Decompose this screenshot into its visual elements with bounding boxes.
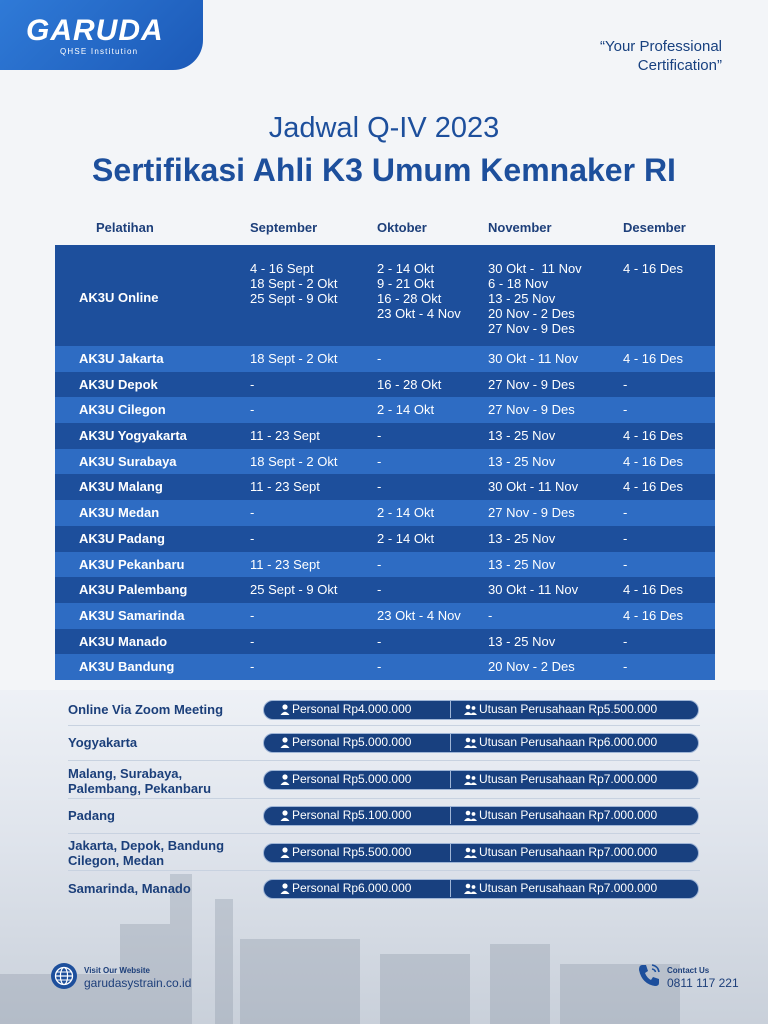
date-cell: - bbox=[377, 351, 382, 366]
row-name: AK3U Samarinda bbox=[79, 607, 185, 623]
personal-price: Personal Rp5.000.000 bbox=[280, 771, 411, 788]
date-cell: - bbox=[377, 659, 382, 675]
divider-line bbox=[68, 870, 700, 871]
date-cell: - bbox=[250, 659, 255, 675]
brand-logo[interactable] bbox=[0, 0, 203, 70]
table-row bbox=[55, 577, 715, 603]
price-region: Samarinda, Manado bbox=[68, 881, 191, 896]
price-pill bbox=[263, 733, 699, 753]
header-november: November bbox=[488, 220, 552, 235]
phone-icon bbox=[636, 962, 662, 988]
table-row bbox=[55, 552, 715, 578]
divider-line bbox=[68, 725, 700, 726]
contact-phone[interactable] bbox=[636, 962, 739, 993]
date-cell: 11 - 23 Sept bbox=[250, 556, 320, 572]
date-cell: 25 Sept - 9 Okt bbox=[250, 291, 338, 306]
date-cell: 4 - 16 Des bbox=[623, 351, 683, 366]
person-icon bbox=[280, 810, 290, 821]
contact-label: Contact Us bbox=[667, 966, 710, 975]
row-name: AK3U Jakarta bbox=[79, 351, 164, 366]
table-row-online bbox=[55, 245, 715, 346]
personal-price: Personal Rp6.000.000 bbox=[280, 880, 411, 897]
price-region: Yogyakarta bbox=[68, 735, 138, 750]
date-cell: 13 - 25 Nov bbox=[488, 633, 556, 649]
tagline-line2: Certification” bbox=[637, 57, 722, 74]
date-cell: - bbox=[623, 659, 628, 675]
brand-subtitle: QHSE Institution bbox=[60, 47, 139, 56]
date-cell: - bbox=[250, 530, 255, 546]
table-row bbox=[55, 603, 715, 629]
header-oktober: Oktober bbox=[377, 220, 427, 235]
date-cell: 20 Nov - 2 Des bbox=[488, 306, 575, 321]
date-cell: 6 - 18 Nov bbox=[488, 276, 548, 291]
date-cell: 2 - 14 Okt bbox=[377, 261, 435, 276]
date-cell: 16 - 28 Okt bbox=[377, 291, 442, 306]
date-cell: - bbox=[623, 530, 628, 546]
row-name: AK3U Manado bbox=[79, 633, 168, 649]
row-name: AK3U Palembang bbox=[79, 582, 188, 598]
date-cell: - bbox=[250, 633, 255, 649]
date-cell: 4 - 16 Des bbox=[623, 479, 683, 495]
divider-line bbox=[68, 760, 700, 761]
date-cell: - bbox=[377, 428, 382, 444]
personal-price: Personal Rp5.500.000 bbox=[280, 844, 411, 861]
row-name: AK3U Bandung bbox=[79, 659, 175, 675]
row-name: AK3U Medan bbox=[79, 505, 160, 521]
date-cell: 2 - 14 Okt bbox=[377, 402, 435, 418]
schedule-table bbox=[55, 245, 715, 680]
pill-divider bbox=[450, 807, 451, 824]
person-icon bbox=[280, 774, 290, 785]
phone-number[interactable]: 0811 117 221 bbox=[667, 976, 739, 990]
date-cell: 4 - 16 Des bbox=[623, 261, 683, 276]
price-pill bbox=[263, 879, 699, 899]
table-row bbox=[55, 397, 715, 423]
tagline-line1: “Your Professional bbox=[599, 38, 722, 55]
row-name: AK3U Malang bbox=[79, 479, 163, 495]
date-cell: 30 Okt - 11 Nov bbox=[488, 479, 579, 495]
date-cell: 13 - 25 Nov bbox=[488, 530, 556, 546]
company-price: Utusan Perusahaan Rp7.000.000 bbox=[464, 771, 657, 788]
date-cell: - bbox=[623, 556, 628, 572]
group-icon bbox=[464, 737, 477, 748]
person-icon bbox=[280, 847, 290, 858]
date-cell: 4 - 16 Des bbox=[623, 428, 683, 444]
date-cell: 4 - 16 Des bbox=[623, 607, 683, 623]
header-desember: Desember bbox=[623, 220, 686, 235]
tagline bbox=[600, 37, 722, 75]
website-link[interactable] bbox=[50, 962, 192, 995]
date-cell: 30 Okt - 11 Nov bbox=[488, 582, 579, 598]
row-name: AK3U Cilegon bbox=[79, 402, 166, 418]
company-price: Utusan Perusahaan Rp6.000.000 bbox=[464, 734, 657, 751]
price-region: Jakarta, Depok, Bandung Cilegon, Medan bbox=[68, 838, 225, 868]
date-cell: 4 - 16 Sept bbox=[250, 261, 314, 276]
company-price: Utusan Perusahaan Rp7.000.000 bbox=[464, 880, 657, 897]
price-pill bbox=[263, 843, 699, 863]
page-subtitle: Sertifikasi Ahli K3 Umum Kemnaker RI bbox=[92, 152, 676, 188]
row-name: AK3U Pekanbaru bbox=[79, 556, 185, 572]
header-september: September bbox=[250, 220, 318, 235]
page-title: Jadwal Q-IV 2023 bbox=[268, 112, 500, 144]
date-cell: 27 Nov - 9 Des bbox=[488, 505, 575, 521]
table-row bbox=[55, 654, 715, 680]
date-cell: 27 Nov - 9 Des bbox=[488, 321, 575, 336]
pill-divider bbox=[450, 880, 451, 897]
date-cell: - bbox=[377, 633, 382, 649]
person-icon bbox=[280, 883, 290, 894]
website-url[interactable]: garudasystrain.co.id bbox=[84, 976, 192, 990]
date-cell: 27 Nov - 9 Des bbox=[488, 376, 575, 392]
header-pelatihan: Pelatihan bbox=[96, 220, 154, 235]
table-row bbox=[55, 346, 715, 372]
price-pill bbox=[263, 700, 699, 720]
date-cell: 11 - 23 Sept bbox=[250, 479, 320, 495]
row-name: AK3U Surabaya bbox=[79, 453, 177, 469]
date-cell: - bbox=[250, 505, 255, 521]
date-cell: - bbox=[377, 479, 382, 495]
date-cell: 23 Okt - 4 Nov bbox=[377, 607, 461, 623]
date-cell: 2 - 14 Okt bbox=[377, 505, 435, 521]
date-cell: 4 - 16 Des bbox=[623, 453, 683, 469]
table-row bbox=[55, 629, 715, 655]
table-row bbox=[55, 526, 715, 552]
online-september bbox=[250, 261, 337, 306]
price-region: Malang, Surabaya, Palembang, Pekanbaru bbox=[68, 766, 212, 796]
group-icon bbox=[464, 847, 477, 858]
date-cell: 27 Nov - 9 Des bbox=[488, 402, 575, 418]
online-desember bbox=[623, 261, 683, 276]
price-region: Online Via Zoom Meeting bbox=[68, 702, 224, 717]
date-cell: - bbox=[377, 556, 382, 572]
date-cell: - bbox=[377, 582, 382, 598]
date-cell: 23 Okt - 4 Nov bbox=[377, 306, 461, 321]
table-row bbox=[55, 474, 715, 500]
date-cell: 13 - 25 Nov bbox=[488, 453, 556, 469]
date-cell: - bbox=[250, 376, 255, 392]
date-cell: 18 Sept - 2 Okt bbox=[250, 453, 338, 469]
company-price: Utusan Perusahaan Rp7.000.000 bbox=[464, 807, 657, 824]
pill-divider bbox=[450, 734, 451, 751]
date-cell: - bbox=[623, 376, 628, 392]
date-cell: - bbox=[623, 505, 628, 521]
personal-price: Personal Rp4.000.000 bbox=[280, 701, 411, 718]
pill-divider bbox=[450, 771, 451, 788]
globe-icon bbox=[50, 962, 78, 990]
table-row bbox=[55, 423, 715, 449]
website-label: Visit Our Website bbox=[84, 966, 150, 975]
date-cell: - bbox=[623, 402, 628, 418]
factory-silhouette-image bbox=[0, 844, 768, 1024]
person-icon bbox=[280, 737, 290, 748]
group-icon bbox=[464, 810, 477, 821]
group-icon bbox=[464, 704, 477, 715]
online-november bbox=[488, 261, 582, 336]
table-row bbox=[55, 372, 715, 398]
personal-price: Personal Rp5.100.000 bbox=[280, 807, 411, 824]
date-cell: - bbox=[377, 453, 382, 469]
date-cell: 20 Nov - 2 Des bbox=[488, 659, 575, 675]
brand-name: GARUDA bbox=[26, 14, 164, 47]
price-region: Padang bbox=[68, 808, 115, 823]
personal-price: Personal Rp5.000.000 bbox=[280, 734, 411, 751]
pill-divider bbox=[450, 701, 451, 718]
price-pill bbox=[263, 770, 699, 790]
row-name: AK3U Padang bbox=[79, 530, 165, 546]
date-cell: 13 - 25 Nov bbox=[488, 291, 556, 306]
row-name: AK3U Online bbox=[79, 290, 159, 305]
divider-line bbox=[68, 833, 700, 834]
date-cell: 2 - 14 Okt bbox=[377, 530, 435, 546]
date-cell: 30 Okt - 11 Nov bbox=[488, 351, 579, 366]
group-icon bbox=[464, 883, 477, 894]
price-pill bbox=[263, 806, 699, 826]
date-cell: 25 Sept - 9 Okt bbox=[250, 582, 338, 598]
divider-line bbox=[68, 798, 700, 799]
date-cell: 18 Sept - 2 Okt bbox=[250, 276, 338, 291]
date-cell: - bbox=[623, 633, 628, 649]
date-cell: 18 Sept - 2 Okt bbox=[250, 351, 338, 366]
date-cell: 13 - 25 Nov bbox=[488, 556, 556, 572]
date-cell: 4 - 16 Des bbox=[623, 582, 683, 598]
person-icon bbox=[280, 704, 290, 715]
online-oktober bbox=[377, 261, 461, 321]
date-cell: 11 - 23 Sept bbox=[250, 428, 320, 444]
company-price: Utusan Perusahaan Rp7.000.000 bbox=[464, 844, 657, 861]
date-cell: 16 - 28 Okt bbox=[377, 376, 442, 392]
date-cell: - bbox=[250, 402, 255, 418]
group-icon bbox=[464, 774, 477, 785]
date-cell: - bbox=[250, 607, 255, 623]
table-row bbox=[55, 500, 715, 526]
company-price: Utusan Perusahaan Rp5.500.000 bbox=[464, 701, 657, 718]
date-cell: - bbox=[488, 607, 493, 623]
date-cell: 13 - 25 Nov bbox=[488, 428, 556, 444]
table-row bbox=[55, 449, 715, 475]
row-name: AK3U Depok bbox=[79, 376, 158, 392]
row-name: AK3U Yogyakarta bbox=[79, 428, 187, 444]
date-cell: 9 - 21 Okt bbox=[377, 276, 435, 291]
date-cell: 30 Okt - 11 Nov bbox=[488, 261, 582, 276]
pill-divider bbox=[450, 844, 451, 861]
